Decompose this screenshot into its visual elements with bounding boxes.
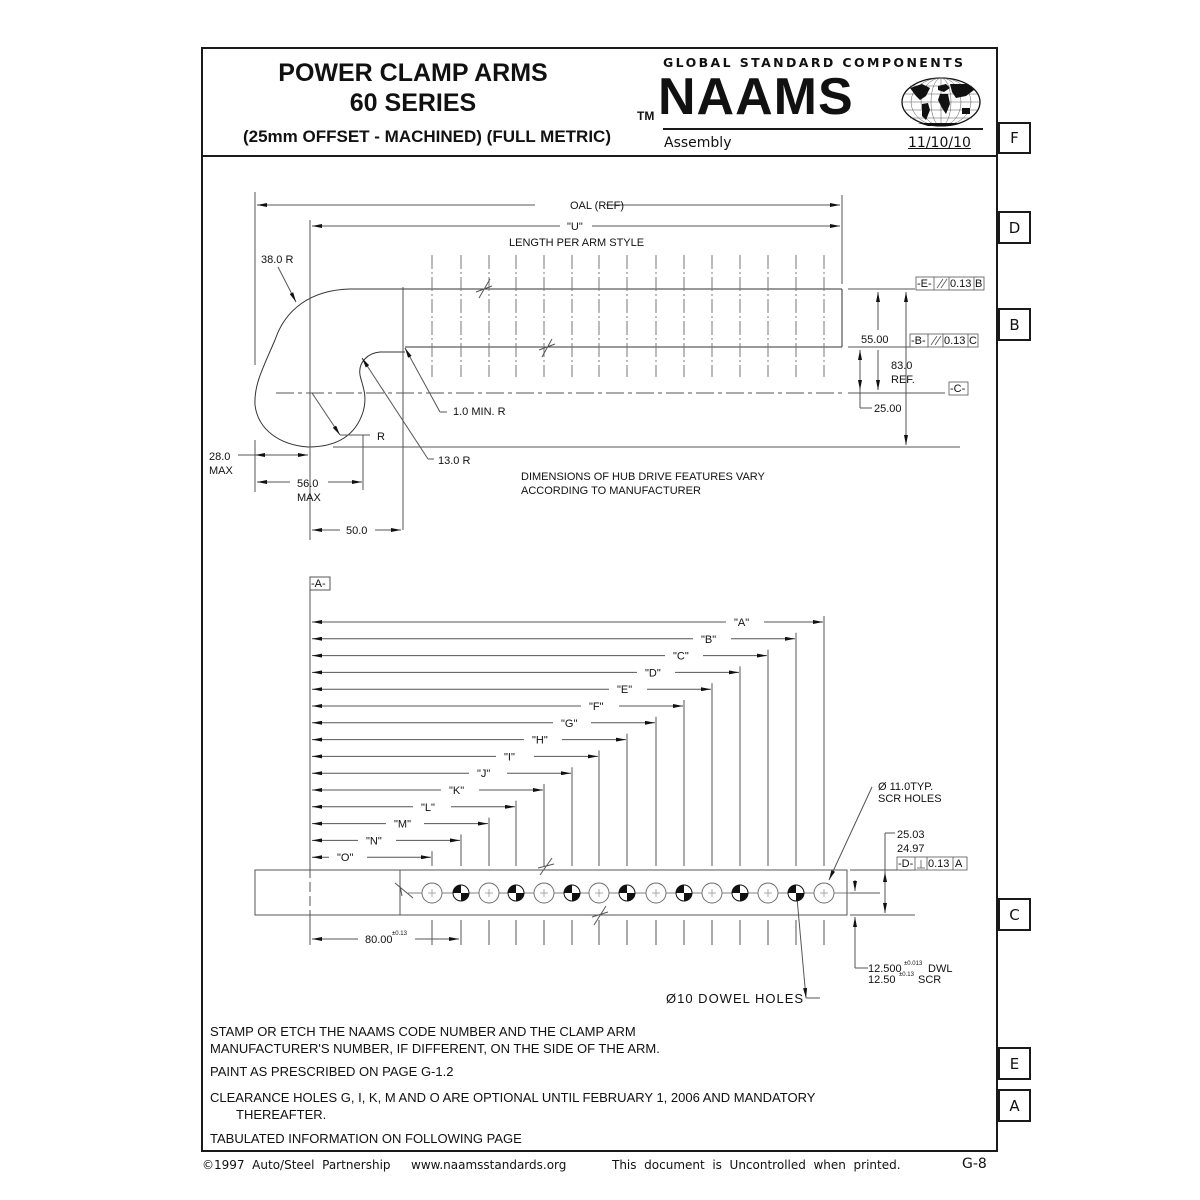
scr-holes-1: Ø 11.0TYP. <box>878 781 934 793</box>
hole-dim-label: "F" <box>589 701 604 713</box>
hole-pattern <box>422 883 834 903</box>
datum-e: -E- <box>917 278 932 290</box>
screw-hole-icon <box>814 883 834 903</box>
screw-hole-icon <box>646 883 666 903</box>
hole-dim-label: "C" <box>673 650 689 663</box>
screw-hole-icon <box>702 883 722 903</box>
hole-dim-label: "J" <box>477 768 491 781</box>
dowel-hole-icon <box>453 885 469 901</box>
hole-dim-label: "L" <box>421 801 435 814</box>
dowel-hole-icon <box>508 885 524 901</box>
screw-hole-icon <box>758 883 778 903</box>
oal-label: OAL (REF) <box>570 200 624 212</box>
hole-dim-label: "G" <box>561 717 578 730</box>
note-clearance: CLEARANCE HOLES G, I, K, M AND O ARE OPTIONAL UNTIL FEBRUARY 1, 2006 AND MANDATORY THEREAFTER. <box>210 1090 816 1122</box>
u-note: LENGTH PER ARM STYLE <box>509 237 645 249</box>
dim-56-max: MAX <box>297 492 321 504</box>
dim-83: 83.0 <box>891 360 913 372</box>
dim-83-ref: REF. <box>891 374 915 386</box>
screw-hole-icon <box>479 883 499 903</box>
dim-56: 56.0 <box>297 478 319 490</box>
dowel-holes-label: Ø10 DOWEL HOLES <box>666 991 805 1006</box>
datum-a: -A- <box>311 578 326 590</box>
dwl-dim: 12.500 <box>868 963 902 975</box>
footer-copyright: ©1997 Auto/Steel Partnership <box>202 1158 391 1172</box>
dowel-hole-icon <box>619 885 635 901</box>
side-tab-b[interactable]: B <box>998 308 1031 341</box>
dowel-hole-icon <box>788 885 804 901</box>
hole-dim-label: "A" <box>734 617 750 629</box>
hole-dim-label: "I" <box>504 751 515 764</box>
logo-tagline: GLOBAL STANDARD COMPONENTS <box>663 55 966 70</box>
hole-dim-label: "M" <box>394 818 411 831</box>
datum-b-ref: C <box>969 335 977 347</box>
page-number: G-8 <box>962 1156 987 1172</box>
side-tab-d[interactable]: D <box>998 211 1031 244</box>
radius-38: 38.0 R <box>261 254 294 266</box>
datum-b: -B- <box>911 335 926 347</box>
width-min: 24.97 <box>897 843 925 855</box>
screw-hole-icon <box>534 883 554 903</box>
dowel-hole-icon <box>732 885 748 901</box>
hole-dim-label: "O" <box>337 852 354 865</box>
note-tabulated: TABULATED INFORMATION ON FOLLOWING PAGE <box>210 1131 522 1146</box>
hole-dim-label: "B" <box>701 633 717 646</box>
hub-note-2: ACCORDING TO MANUFACTURER <box>521 485 701 497</box>
side-tab-f[interactable]: F <box>998 122 1031 154</box>
dim-80: 80.00 <box>365 934 393 946</box>
scr-holes-2: SCR HOLES <box>878 793 942 805</box>
radius-r: R <box>377 431 385 443</box>
title-line-1: POWER CLAMP ARMS <box>278 59 548 87</box>
logo-brand: NAAMS <box>658 68 854 126</box>
dim-28: 28.0 <box>209 451 231 463</box>
note-paint: PAINT AS PRESCRIBED ON PAGE G-1.2 <box>210 1064 454 1079</box>
datum-e-ref: B <box>975 278 983 290</box>
hole-dim-label: "E" <box>617 684 633 697</box>
hole-dim-label: "K" <box>449 785 465 797</box>
side-tab-c[interactable]: C <box>998 898 1031 931</box>
dowel-hole-icon <box>564 885 580 901</box>
revision-date: 11/10/10 <box>908 135 971 151</box>
datum-b-tol: 0.13 <box>944 335 966 347</box>
footer-disclaimer: This document is Uncontrolled when printed. <box>612 1158 901 1172</box>
radius-13: 13.0 R <box>438 455 471 467</box>
note-stamp: STAMP OR ETCH THE NAAMS CODE NUMBER AND THE CLAMP ARM MANUFACTURER'S NUMBER, IF DIFFERENT, ON THE SIDE OF THE ARM. <box>210 1024 660 1056</box>
radius-min: 1.0 MIN. R <box>453 406 506 418</box>
dim-55: 55.00 <box>861 334 889 346</box>
footer-website[interactable]: www.naamsstandards.org <box>411 1158 567 1172</box>
datum-d: -D- <box>898 858 914 870</box>
side-tab-e[interactable]: E <box>998 1047 1031 1080</box>
scr-tol: ±0.13 <box>899 972 914 978</box>
datum-d-tol: 0.13 <box>928 858 950 870</box>
title-line-3: (25mm OFFSET - MACHINED) (FULL METRIC) <box>242 127 611 146</box>
u-dim-label: "U" <box>567 221 583 233</box>
scr-label: SCR <box>918 974 942 986</box>
hole-dim-label: "H" <box>532 734 548 747</box>
scr-dim: 12.50 <box>868 974 896 986</box>
title-line-2: 60 SERIES <box>349 89 477 117</box>
dim-25: 25.00 <box>874 403 902 415</box>
dowel-hole-icon <box>676 885 692 901</box>
screw-hole-icon <box>589 883 609 903</box>
screw-hole-icon <box>422 883 442 903</box>
datum-d-ref: A <box>955 858 963 870</box>
width-max: 25.03 <box>897 829 925 841</box>
dwl-tol: ±0.013 <box>904 961 923 967</box>
datum-c: -C- <box>950 383 966 395</box>
top-view <box>255 577 915 998</box>
trademark: TM <box>637 109 655 123</box>
dim-80-tol: ±0.13 <box>392 931 407 937</box>
category-label: Assembly <box>664 135 732 151</box>
dim-28-max: MAX <box>209 465 233 477</box>
dim-50: 50.0 <box>346 525 368 537</box>
datum-e-tol: 0.13 <box>950 278 972 290</box>
hub-note-1: DIMENSIONS OF HUB DRIVE FEATURES VARY <box>521 471 765 483</box>
hole-dim-label: "D" <box>645 667 661 680</box>
dwl-label: DWL <box>928 963 953 975</box>
hole-dim-label: "N" <box>366 835 382 848</box>
side-tab-a[interactable]: A <box>998 1089 1031 1122</box>
